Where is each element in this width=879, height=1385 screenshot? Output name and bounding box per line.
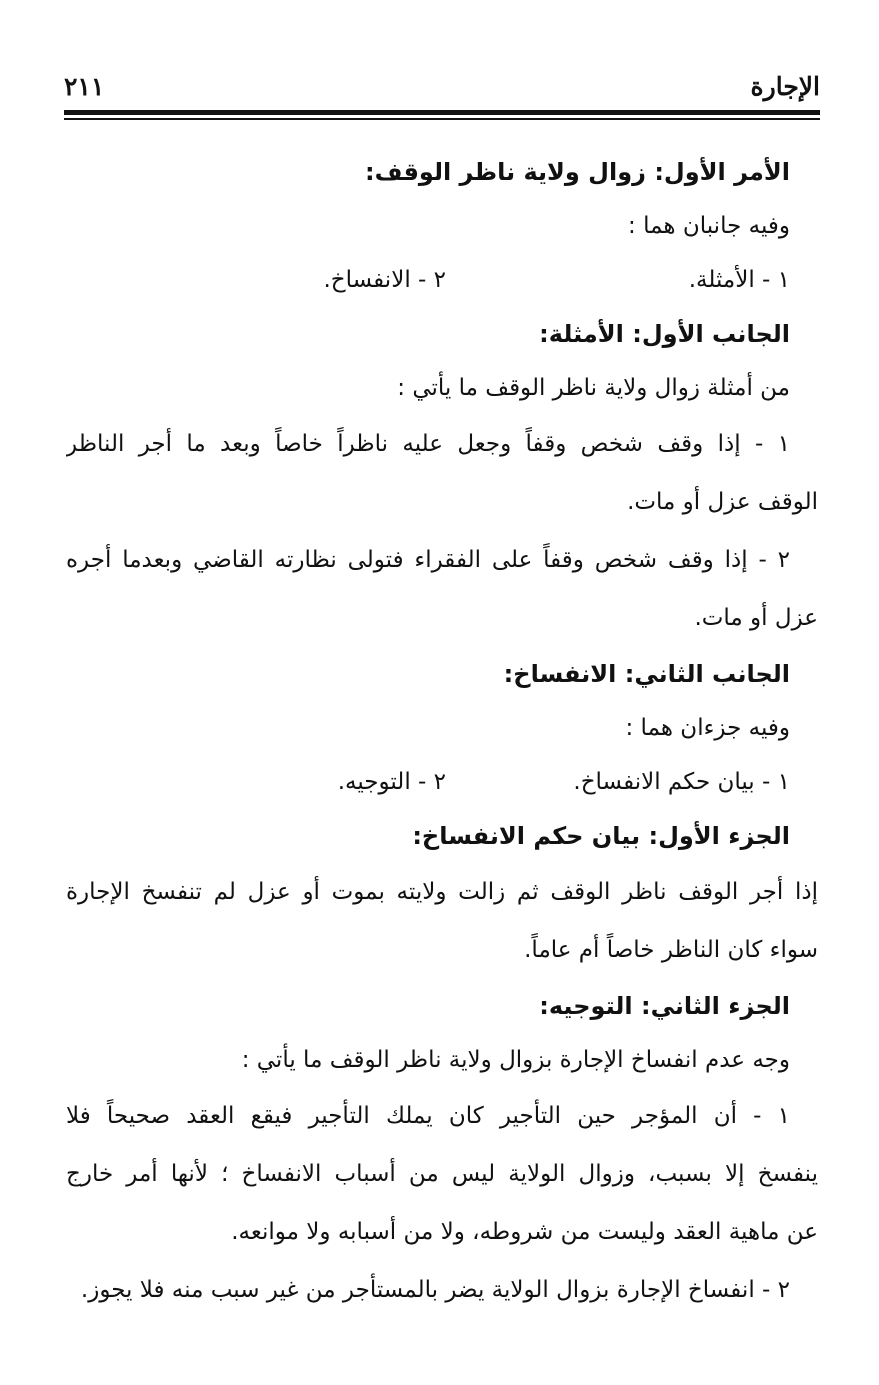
aspects-list (66, 253, 818, 307)
reason-2: ٢ - انفساخ الإجارة بزوال الولاية يضر بالمستأجر من غير سبب منه فلا يجوز. (80, 1277, 790, 1303)
example-2-line-2: عزل أو مات. (694, 605, 818, 631)
heading-part-justification: الجزء الثاني: التوجيه: (539, 992, 790, 1020)
page-body (66, 145, 818, 1319)
heading-aspect-dissolution: الجانب الثاني: الانفساخ: (503, 660, 790, 688)
heading-first-matter: الأمر الأول: زوال ولاية ناظر الوقف: (365, 158, 790, 186)
paragraph-two-parts: وفيه جزءان هما : (625, 715, 790, 741)
example-1-line-2: الوقف عزل أو مات. (627, 489, 818, 515)
list-item: ٢ - التوجيه. (337, 769, 446, 795)
reason-1-line-2: ينفسخ إلا بسبب، وزوال الولاية ليس من أسباب الانفساخ ؛ لأنها أمر خارج (66, 1161, 818, 1187)
running-title: الإجارة (750, 72, 820, 101)
header-rule-thin (64, 118, 820, 120)
ruling-line-1: إذا أجر الوقف ناظر الوقف ثم زالت ولايته بموت أو عزل لم تنفسخ الإجارة (66, 879, 818, 905)
header-rule-thick (64, 110, 820, 115)
list-item: ١ - الأمثلة. (688, 267, 790, 293)
page-number: ٢١١ (64, 72, 105, 101)
heading-part-ruling: الجزء الأول: بيان حكم الانفساخ: (412, 822, 790, 850)
justification-intro: وجه عدم انفساخ الإجارة بزوال ولاية ناظر الوقف ما يأتي : (241, 1047, 790, 1073)
paragraph-two-aspects: وفيه جانبان هما : (628, 213, 790, 239)
list-item: ٢ - الانفساخ. (323, 267, 446, 293)
paragraph-examples-intro: من أمثلة زوال ولاية ناظر الوقف ما يأتي : (397, 375, 790, 401)
list-item: ١ - بيان حكم الانفساخ. (573, 769, 790, 795)
reason-1-line-1: ١ - أن المؤجر حين التأجير كان يملك التأجير فيقع العقد صحيحاً فلا (66, 1103, 790, 1129)
running-header (64, 66, 820, 106)
example-1-line-1: ١ - إذا وقف شخص وقفاً وجعل عليه ناظراً خاصاً وبعد ما أجر الناظر (66, 431, 790, 457)
reason-1-line-3: عن ماهية العقد وليست من شروطه، ولا من أسبابه ولا موانعه. (231, 1219, 818, 1245)
example-2-line-1: ٢ - إذا وقف شخص وقفاً على الفقراء فتولى نظارته القاضي وبعدما أجره (66, 547, 790, 573)
parts-list (66, 755, 818, 809)
heading-aspect-examples: الجانب الأول: الأمثلة: (539, 320, 790, 348)
ruling-line-2: سواء كان الناظر خاصاً أم عاماً. (524, 937, 818, 963)
